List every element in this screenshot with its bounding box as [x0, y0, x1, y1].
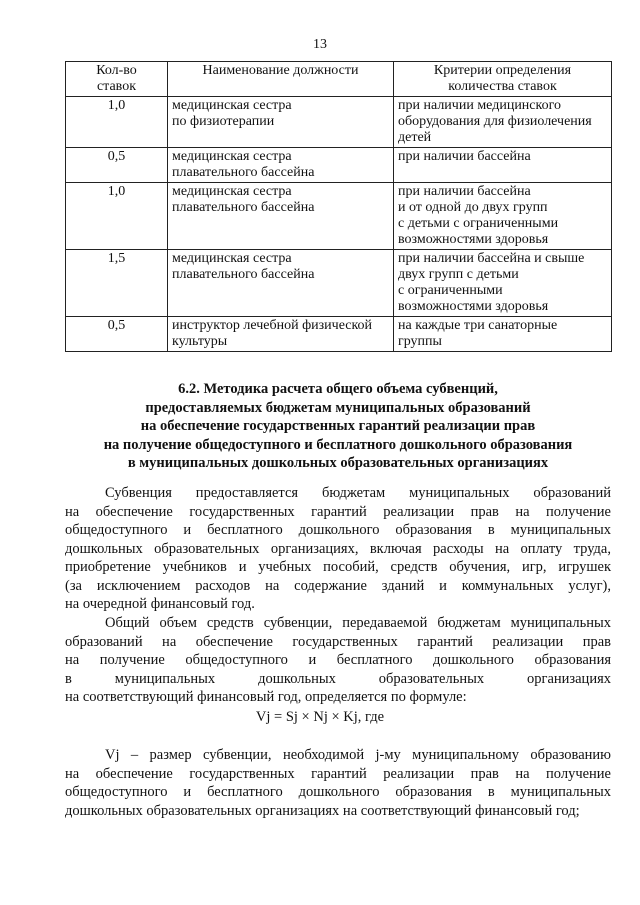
text-line: на обеспечение государственных гарантий реализации прав на получение [65, 503, 611, 520]
cell-line: группы [398, 334, 442, 349]
text-line: на очередной финансовый год. [65, 596, 255, 612]
cell-line: медицинская сестра [172, 98, 292, 113]
header-criteria-line: Критерии определения [433, 63, 572, 78]
cell-line: по физиотерапии [172, 114, 275, 129]
text-line: на соответствующий финансовый год, определяется по формуле: [65, 689, 467, 705]
cell-line: при наличии бассейна [398, 149, 531, 164]
cell-line: инструктор лечебной физической [172, 318, 373, 333]
paragraph-total-volume [65, 614, 611, 707]
cell-position [168, 317, 394, 352]
header-criteria-line: количества ставок [448, 79, 557, 94]
cell-line: медицинская сестра [172, 251, 292, 266]
cell-position [168, 148, 394, 183]
formula: Vj = Sj × Nj × Kj, где [255, 709, 385, 725]
text-line: на получение общедоступного и бесплатного дошкольного образования [65, 652, 611, 668]
cell-line: на каждые три санаторные [398, 318, 558, 333]
cell-line: медицинская сестра [172, 149, 292, 164]
cell-criteria [394, 250, 612, 317]
heading-line: на обеспечение государственных гарантий реализации прав [140, 418, 536, 434]
text-line: приобретение учебников и учебных пособий, средств обучения, игр, игрушек [65, 559, 611, 575]
cell-line: возможностями здоровья [398, 299, 549, 314]
heading-line: в муниципальных дошкольных образовательных организациях [127, 455, 549, 471]
header-position [168, 62, 394, 97]
text-line: Общий объем средств субвенции, передаваемой бюджетам муниципальных [105, 615, 611, 631]
heading-line: предоставляемых бюджетам муниципальных образований [145, 399, 531, 416]
cell-line: двух групп с детьми [398, 267, 519, 282]
heading-line: на получение общедоступного и бесплатного дошкольного образования [103, 436, 573, 453]
cell-criteria [394, 317, 612, 352]
text-line: общедоступного и бесплатного дошкольного образования в муниципальных [65, 784, 611, 800]
cell-count: 1,0 [66, 183, 168, 250]
staffing-table [65, 61, 612, 352]
cell-line: плавательного бассейна [172, 200, 315, 215]
paragraph-definition-vj [65, 746, 611, 820]
cell-position [168, 97, 394, 148]
cell-line: при наличии бассейна [398, 184, 531, 199]
cell-count: 1,5 [66, 250, 168, 317]
text-line: Vj – размер субвенции, необходимой j-му муниципальному образованию [105, 747, 611, 763]
cell-line: при наличии бассейна и свыше [398, 251, 585, 266]
table-row [66, 250, 612, 317]
header-criteria [394, 62, 612, 97]
header-count [66, 62, 168, 97]
heading-line: 6.2. Методика расчета общего объема субвенций, [178, 381, 498, 397]
cell-line: при наличии медицинского [398, 98, 561, 113]
paragraph-subvention [65, 484, 611, 614]
table-row [66, 148, 612, 183]
header-count-line: Кол-во [96, 63, 137, 78]
table-row [66, 97, 612, 148]
cell-criteria [394, 97, 612, 148]
text-line: в муниципальных дошкольных образовательных организациях [65, 670, 611, 687]
text-line: на обеспечение государственных гарантий реализации прав на получение [65, 765, 611, 782]
header-count-line: ставок [96, 79, 137, 94]
cell-line: с ограниченными [398, 283, 503, 298]
text-line: дошкольных образовательных организациях, включая расходы на оплату труда, [65, 540, 611, 557]
table-row [66, 183, 612, 250]
cell-count: 0,5 [66, 317, 168, 352]
cell-line: медицинская сестра [172, 184, 292, 199]
text-line: дошкольных образовательных организациях на соответствующий финансовый год; [65, 802, 580, 819]
cell-criteria [394, 183, 612, 250]
cell-position [168, 250, 394, 317]
cell-line: и от одной до двух групп [398, 200, 548, 215]
cell-line: культуры [172, 334, 228, 349]
cell-line: детей [398, 130, 432, 145]
cell-count: 1,0 [66, 97, 168, 148]
cell-line: плавательного бассейна [172, 267, 315, 282]
text-line: Субвенция предоставляется бюджетам муниципальных образований [105, 485, 611, 501]
cell-count: 0,5 [66, 148, 168, 183]
cell-criteria [394, 148, 612, 183]
table-header-row [66, 62, 612, 97]
cell-line: с детьми с ограниченными [398, 216, 559, 231]
table-row [66, 317, 612, 352]
header-position-text: Наименование должности [202, 63, 359, 78]
text-line: общедоступного и бесплатного дошкольного образования в муниципальных [65, 522, 611, 538]
text-line: (за исключением расходов на содержание зданий и коммунальных услуг), [65, 577, 611, 594]
cell-line: оборудования для физиолечения [398, 114, 592, 129]
page-number: 13 [313, 37, 327, 52]
cell-line: плавательного бассейна [172, 165, 315, 180]
cell-position [168, 183, 394, 250]
text-line: образований на обеспечение государственных гарантий реализации прав [65, 633, 611, 650]
section-heading [65, 380, 611, 473]
cell-line: возможностями здоровья [398, 232, 549, 247]
